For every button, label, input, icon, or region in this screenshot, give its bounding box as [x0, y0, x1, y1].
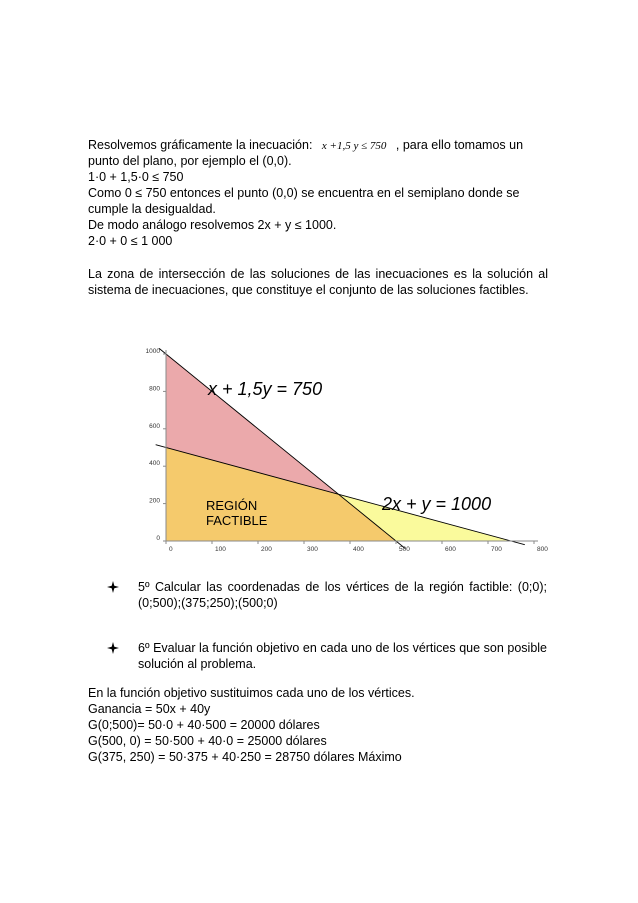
bullet-text: 5º Calcular las coordenadas de los vértices de la región factible: (0;0); (0;500);(375;250);(500;0) — [138, 580, 547, 610]
y-tick-label-1000: 1000 — [145, 348, 160, 355]
bullet-item-vertices — [107, 579, 547, 611]
line-label-x-1.5y-750: x + 1,5y = 750 — [208, 379, 323, 399]
intro-line-2: punto del plano, por ejemplo el (0,0). — [88, 154, 292, 168]
y-tick-label-800: 800 — [149, 385, 160, 393]
diamond-bullet-icon — [107, 581, 119, 593]
x-tick-label-600: 600 — [445, 546, 456, 553]
x-tick-label-400: 400 — [353, 546, 364, 553]
bullet-text: 6º Evaluar la función objetivo en cada uno de los vértices que son posible solución al problema. — [138, 641, 547, 671]
x-tick-label-500: 500 — [399, 546, 410, 553]
x-tick-label-300: 300 — [307, 546, 318, 553]
conclusion-line-5: G(375, 250) = 50·375 + 40·250 = 28750 dólares Máximo — [88, 750, 402, 764]
intro-line-3: 1·0 + 1,5·0 ≤ 750 — [88, 170, 184, 184]
y-tick-label-0: 0 — [156, 535, 160, 542]
x-tick-label-100: 100 — [215, 546, 226, 553]
region-label-line-1: REGIÓN — [206, 498, 258, 513]
intro-text-after: , para ello tomamos un — [395, 138, 524, 152]
x-tick-label-800: 800 — [537, 546, 548, 553]
conclusion-line-4: G(500, 0) = 50·500 + 40·0 = 25000 dólares — [88, 734, 327, 748]
inequality-formula: x +1,5 y ≤ 750 — [321, 140, 387, 152]
x-tick-label-200: 200 — [261, 546, 272, 553]
intersection-paragraph: La zona de intersección de las soluciones de las inecuaciones es la solución al sistema de inecuaciones, que constituye el conjunto de las soluciones factibles. — [88, 267, 548, 297]
bullet-item-evaluate — [107, 640, 547, 672]
feasible-region-chart — [136, 340, 546, 558]
intro-line-1 — [88, 137, 548, 154]
line-label-2x-y-1000: 2x + y = 1000 — [382, 494, 492, 514]
intro-text-before: Resolvemos gráficamente la inecuación: — [88, 138, 313, 152]
y-tick-label-600: 600 — [149, 422, 160, 430]
conclusion-line-2: Ganancia = 50x + 40y — [88, 702, 211, 716]
y-tick-label-400: 400 — [149, 460, 160, 468]
x-tick-label-700: 700 — [491, 546, 502, 553]
region-label-line-2: FACTIBLE — [206, 513, 268, 528]
intro-line-6: 2·0 + 0 ≤ 1 000 — [88, 234, 173, 248]
intro-line-4: Como 0 ≤ 750 entonces el punto (0,0) se encuentra en el semiplano donde se cumple la desigualdad. — [88, 186, 520, 216]
intro-line-5: De modo análogo resolvemos 2x + y ≤ 1000. — [88, 218, 337, 232]
x-tick-label-0: 0 — [169, 546, 173, 553]
conclusion-line-3: G(0;500)= 50·0 + 40·500 = 20000 dólares — [88, 718, 320, 732]
diamond-bullet-icon — [107, 642, 119, 654]
conclusion-line-1: En la función objetivo sustituimos cada uno de los vértices. — [88, 686, 415, 700]
y-tick-label-200: 200 — [149, 497, 160, 505]
